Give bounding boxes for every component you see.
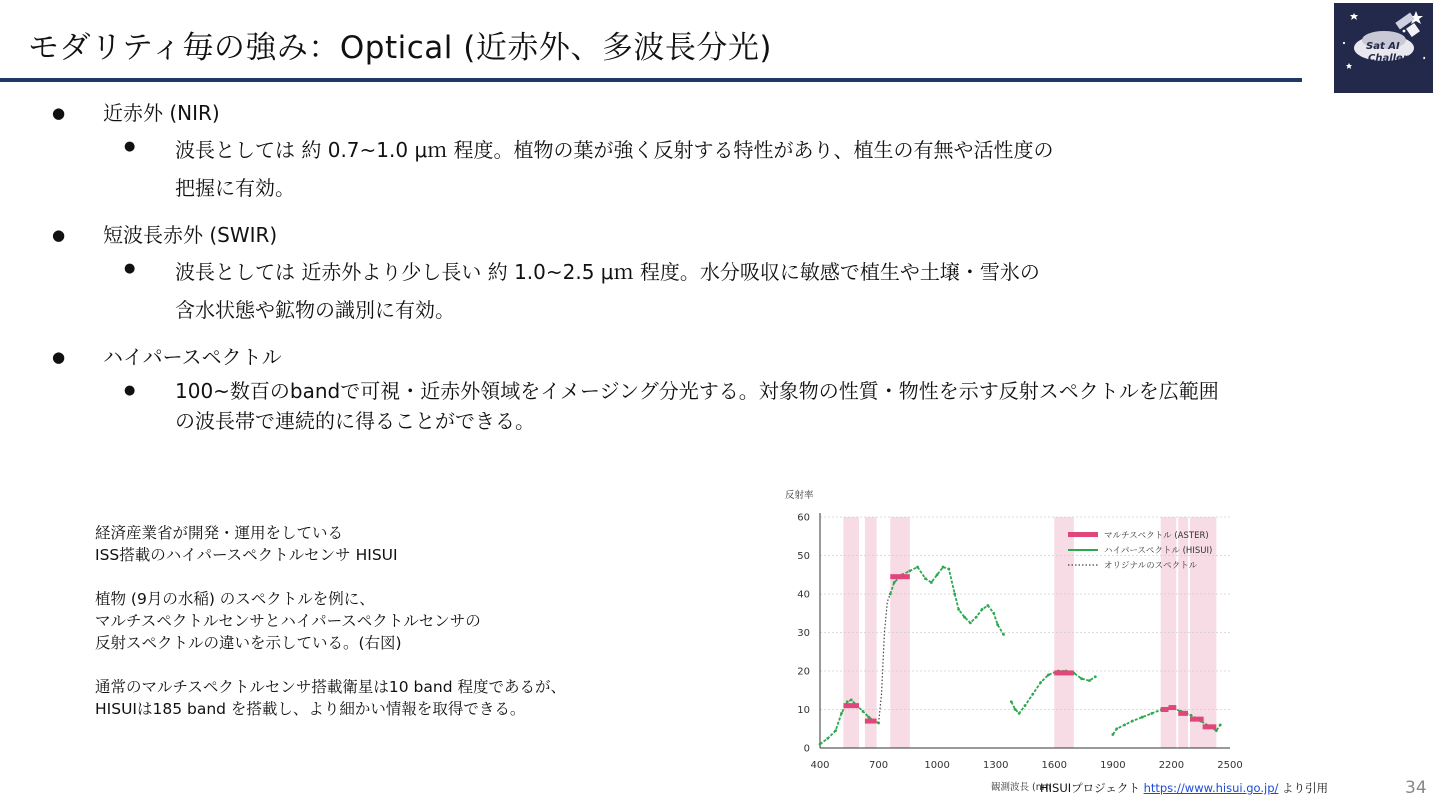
logo: [1334, 3, 1433, 93]
aster-band-marker: [1190, 717, 1204, 722]
bullet-item-nir: [50, 98, 1420, 208]
hisui-data-point: [1141, 716, 1144, 719]
bullet-label: 近赤外 (NIR): [103, 101, 220, 125]
hisui-data-point: [1123, 724, 1126, 727]
bullet-label: 短波長赤外 (SWIR): [103, 223, 278, 247]
satellite-logo-icon: [1334, 3, 1433, 93]
hisui-data-point: [1115, 727, 1118, 730]
note-paragraph: [95, 676, 715, 720]
bullet-item-hyperspectral: [50, 342, 1420, 436]
hisui-data-point: [1018, 712, 1021, 715]
bullet-label: ハイパースペクトル: [103, 345, 282, 369]
hisui-data-point: [1014, 708, 1017, 711]
x-axis-label: 観測波長 (nm: [991, 782, 1052, 793]
hisui-data-point: [975, 616, 978, 619]
hisui-data-point: [996, 623, 999, 626]
bullet-dot-icon: ●: [52, 104, 66, 122]
x-tick-label: 1900: [1100, 760, 1126, 771]
original-spectrum-line: [879, 594, 891, 723]
hisui-data-point: [924, 577, 927, 580]
aster-band-marker: [1178, 711, 1188, 716]
sub-bullet-line: 100~数百のbandで可視・近赤外領域をイメージング分光する。対象物の性質・物性を示す反射スペクトルを広範囲: [175, 379, 1219, 403]
hisui-data-point: [846, 700, 849, 703]
bullet-item-swir: [50, 220, 1420, 330]
hisui-data-point: [850, 698, 853, 701]
hisui-data-point: [1024, 704, 1027, 707]
hisui-data-point: [969, 621, 972, 624]
sub-bullet-item: [124, 254, 1420, 330]
hisui-data-point: [1039, 681, 1042, 684]
note-line: ISS搭載のハイパースペクトルセンサ HISUI: [95, 546, 398, 564]
hisui-data-point: [992, 612, 995, 615]
note-line: HISUIは185 band を搭載し、より細かい情報を取得できる。: [95, 700, 526, 718]
hisui-data-point: [930, 581, 933, 584]
hisui-data-point: [826, 737, 829, 740]
y-tick-label: 20: [797, 666, 810, 678]
title-underline: [0, 78, 1302, 82]
x-tick-label: 400: [810, 760, 830, 771]
bullet-dot-icon: ●: [52, 348, 66, 366]
hisui-data-point: [862, 710, 865, 713]
aster-band-marker: [1203, 724, 1217, 729]
hisui-data-point: [1047, 673, 1050, 676]
legend-label: マルチスペクトル (ASTER): [1104, 531, 1209, 541]
x-tick-label: 2200: [1158, 760, 1185, 771]
y-tick-label: 30: [797, 628, 810, 639]
note-line: 反射スペクトルの違いを示している。(右図): [95, 634, 402, 652]
hisui-data-point: [1088, 679, 1091, 682]
sub-bullet-line: 含水状態や鉱物の識別に有効。: [175, 298, 455, 322]
sub-bullet-line: 波長としては 約 0.7~1.0 μｍ 程度。植物の葉が強く反射する特性があり、植生の有無や活性度の: [175, 138, 1054, 162]
y-tick-label: 0: [803, 743, 810, 755]
aster-band-shade: [865, 517, 877, 748]
hisui-spectrum-line: [1011, 671, 1095, 713]
aster-band-marker: [843, 703, 859, 708]
y-tick-label: 40: [797, 589, 810, 601]
note-line: 経済産業省が開発・運用をしている: [95, 524, 344, 542]
hisui-data-point: [867, 716, 870, 719]
note-paragraph: [95, 588, 715, 654]
hisui-data-point: [1002, 633, 1005, 636]
hisui-data-point: [1080, 677, 1083, 680]
hisui-data-point: [957, 608, 960, 611]
hisui-data-point: [936, 573, 939, 576]
hisui-data-point: [1031, 693, 1034, 696]
sub-bullet-dot-icon: ●: [124, 139, 136, 154]
note-line: 植物 (9月の水稲) のスペクトルを例に、: [95, 590, 375, 608]
page-number: 34: [1405, 778, 1427, 798]
legend-aster-swatch: [1068, 532, 1098, 537]
y-tick-label: 60: [797, 512, 810, 524]
aster-band-marker: [1161, 707, 1169, 712]
logo-text-line2: Challenge: [1368, 53, 1424, 64]
y-tick-label: 50: [797, 551, 810, 562]
legend-label: オリジナルのスペクトル: [1104, 561, 1198, 571]
hisui-data-point: [1219, 724, 1222, 727]
bullet-list: [50, 98, 1420, 436]
legend-label: ハイパースペクトル (HISUI): [1104, 546, 1213, 556]
hisui-data-point: [1131, 720, 1134, 723]
hisui-data-point: [1111, 733, 1114, 736]
x-tick-label: 1000: [924, 760, 950, 771]
sub-bullet-line: の波長帯で連続的に得ることができる。: [175, 409, 535, 433]
aster-band-marker: [865, 719, 877, 724]
y-tick-label: 10: [797, 705, 810, 716]
hisui-data-point: [981, 608, 984, 611]
hisui-data-point: [1010, 700, 1013, 703]
credit-suffix: より引用: [1278, 781, 1329, 795]
y-axis-label: 反射率: [785, 490, 814, 501]
hisui-data-point: [1215, 729, 1218, 732]
note-paragraph: [95, 522, 715, 566]
slide-title: モダリティ毎の強み：Optical (近赤外、多波長分光): [28, 30, 772, 66]
hisui-data-point: [916, 566, 919, 569]
credit-link[interactable]: https://www.hisui.go.jp/: [1143, 781, 1279, 795]
hisui-data-point: [819, 743, 822, 746]
logo-text-line1: Sat AI: [1366, 41, 1400, 52]
sub-bullet-line: 把握に有効。: [175, 176, 295, 200]
hisui-data-point: [1190, 714, 1193, 717]
hisui-data-point: [987, 604, 990, 607]
x-tick-label: 700: [869, 760, 889, 771]
aster-band-marker: [890, 574, 910, 579]
reflectance-chart: [780, 485, 1250, 795]
hisui-data-point: [893, 581, 896, 584]
hisui-data-point: [889, 593, 892, 596]
hisui-data-point: [947, 568, 950, 571]
hisui-data-point: [953, 593, 956, 596]
bullet-dot-icon: ●: [52, 226, 66, 244]
aster-band-marker: [1169, 705, 1177, 710]
hisui-data-point: [877, 722, 880, 725]
side-notes: [95, 522, 715, 742]
x-tick-label: 1600: [1041, 760, 1068, 771]
hisui-data-point: [963, 616, 966, 619]
sub-bullet-dot-icon: ●: [124, 383, 136, 398]
x-tick-label: 1300: [982, 760, 1009, 771]
sub-bullet-item: [124, 376, 1420, 436]
aster-band-marker: [1054, 670, 1074, 675]
hisui-data-point: [908, 570, 911, 573]
reflectance-chart-svg: [780, 485, 1250, 795]
credit-prefix: HISUIプロジェクト: [1040, 781, 1140, 795]
sub-bullet-line: 波長としては 近赤外より少し長い 約 1.0~2.5 μｍ 程度。水分吸収に敏感で植生や土壌・雪氷の: [175, 260, 1040, 284]
sub-bullet-item: [124, 132, 1420, 208]
note-line: マルチスペクトルセンサとハイパースペクトルセンサの: [95, 612, 481, 630]
x-tick-label: 2500: [1217, 760, 1243, 771]
hisui-data-point: [942, 566, 945, 569]
sub-bullet-dot-icon: ●: [124, 261, 136, 276]
hisui-data-point: [1151, 712, 1154, 715]
hisui-data-point: [1094, 675, 1097, 678]
hisui-data-point: [834, 729, 837, 732]
hisui-data-point: [840, 712, 843, 715]
credit-line: [1040, 780, 1328, 796]
note-line: 通常のマルチスペクトルセンサ搭載衛星は10 band 程度であるが、: [95, 678, 566, 696]
